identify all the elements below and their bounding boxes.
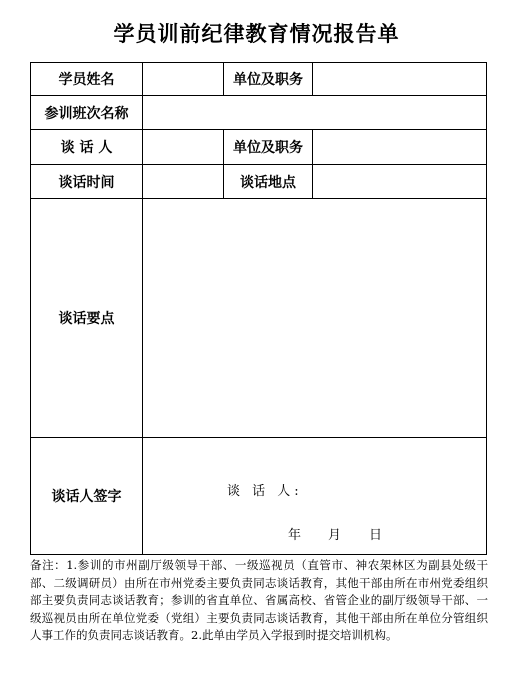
unit-position-label: 单位及职务 xyxy=(223,62,313,96)
report-form xyxy=(30,62,487,555)
interviewer-label: 谈 话 人 xyxy=(30,129,143,165)
signature-month: 月 xyxy=(328,528,346,543)
talk-time-field[interactable] xyxy=(142,164,224,199)
talk-points-field[interactable] xyxy=(142,198,487,438)
class-name-label: 参训班次名称 xyxy=(30,95,143,130)
interviewer-signature-field[interactable] xyxy=(142,437,487,555)
page-title: 学员训前纪律教育情况报告单 xyxy=(113,21,400,46)
talk-points-label: 谈话要点 xyxy=(30,198,143,438)
student-name-label: 学员姓名 xyxy=(30,62,143,96)
talk-time-label: 谈话时间 xyxy=(30,164,143,199)
signature-day: 日 xyxy=(369,528,387,543)
signature-interviewer-text: 谈 话 人: xyxy=(227,484,303,499)
talk-place-label: 谈话地点 xyxy=(223,164,313,199)
interviewer-unit-position-label: 单位及职务 xyxy=(223,129,313,165)
student-name-field[interactable] xyxy=(142,62,224,96)
remarks-note: 备注：1.参训的市州副厅级领导干部、一级巡视员（直管市、神农架林区为副县处级干部、二级调研员）由所在市州党委主要负责同志谈话教育，其他干部由所在市州党委组织部主要负责同志谈话教育；参训的省直单位、省属高校、省管企业的副厅级领导干部、一级巡视员由所在单位党委（党组）主要负责同志谈话教育，其他干部由所在单位分管组织人事工作的负责同志谈话教育。2.此单由学员入学报到时提交培训机构。 xyxy=(30,558,488,642)
interviewer-signature-label: 谈话人签字 xyxy=(30,437,143,555)
interviewer-field[interactable] xyxy=(142,129,224,165)
unit-position-field[interactable] xyxy=(312,62,487,96)
talk-place-field[interactable] xyxy=(312,164,487,199)
interviewer-unit-position-field[interactable] xyxy=(312,129,487,165)
signature-year: 年 xyxy=(288,528,306,543)
class-name-field[interactable] xyxy=(142,95,487,130)
